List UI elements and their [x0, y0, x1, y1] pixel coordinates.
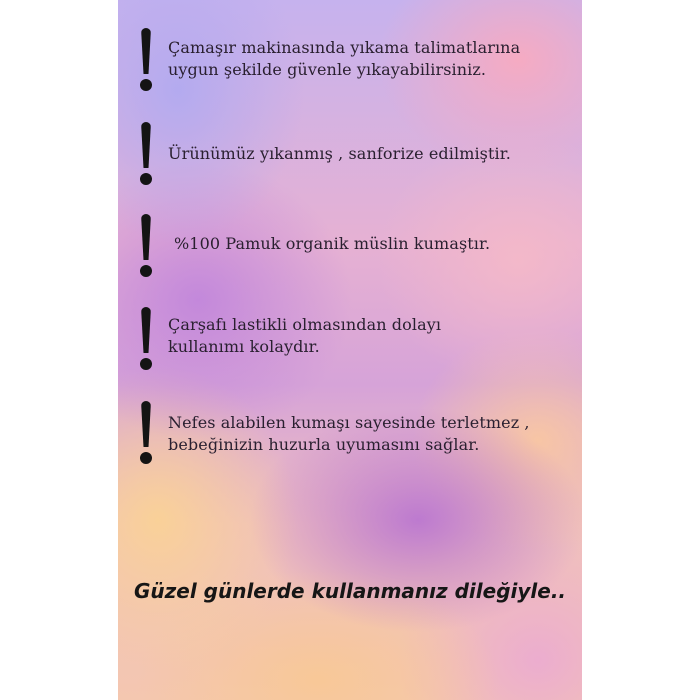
info-card: [118, 0, 582, 700]
info-text-line: Nefes alabilen kumaşı sayesinde terletmez ,: [168, 413, 530, 432]
info-text-line: Ürünümüz yıkanmış , sanforize edilmiştir.: [168, 144, 511, 163]
info-text-line: uygun şekilde güvenle yıkayabilirsiniz.: [168, 60, 487, 79]
exclamation-icon: [136, 401, 156, 467]
closing-message: Güzel günlerde kullanmanız dileğiyle..: [133, 579, 567, 603]
info-text-line: Çarşafı lastikli olmasından dolayı: [168, 315, 442, 334]
info-text-line: kullanımı kolaydır.: [168, 337, 320, 356]
exclamation-icon: [136, 28, 156, 94]
exclamation-icon: [136, 122, 156, 188]
exclamation-icon: [136, 214, 156, 280]
info-text-line: bebeğinizin huzurla uyumasını sağlar.: [168, 435, 480, 454]
info-text-line: Çamaşır makinasında yıkama talimatlarına: [168, 38, 521, 57]
info-text-line: %100 Pamuk organik müslin kumaştır.: [174, 234, 491, 253]
exclamation-icon: [136, 307, 156, 373]
